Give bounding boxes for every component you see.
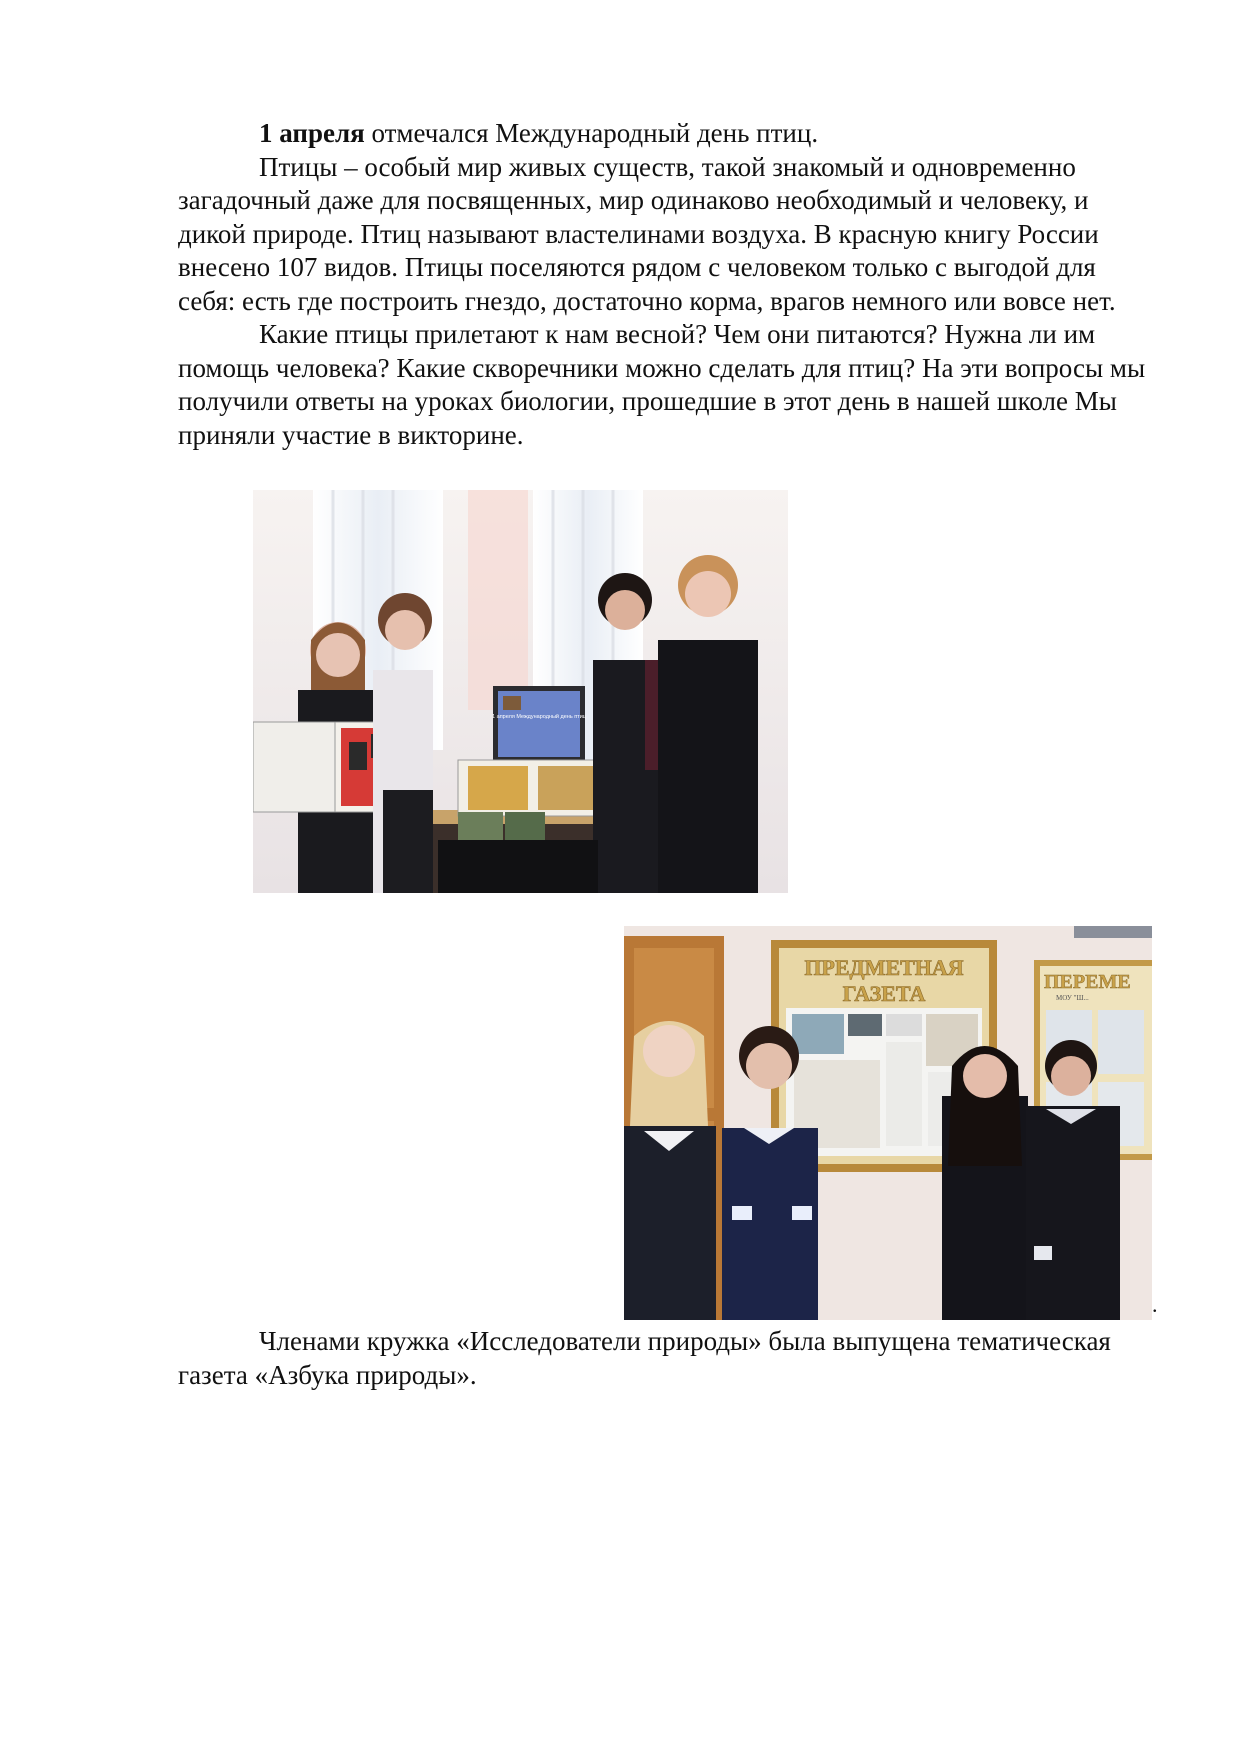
intro-paragraph [178,117,1158,151]
monitor-slide-text: 1 апреля Международный день птиц [492,714,586,720]
intro-text-block [178,117,1158,452]
quiz-photo [253,490,788,893]
quiz-photo-image [253,490,788,893]
club-paragraph: Членами кружка «Исследователи природы» была выпущена тематическая газета «Азбука природы». [178,1326,1111,1390]
board-title-line2: ГАЗЕТА [842,981,926,1006]
questions-paragraph: Какие птицы прилетают к нам весной? Чем они питаются? Нужна ли им помощь человека? Какие скворечники можно сделать для птиц? На эти вопросы мы получили ответы на уроках биологии, прошедшие в этот день в нашей школе Мы приняли участие в викторине. [178,319,1146,450]
club-text-block [178,1325,1158,1392]
side-board-subtitle: МОУ "Ш... [1056,994,1089,1002]
board-title-line1: ПРЕДМЕТНАЯ [804,955,964,980]
newspaper-photo [624,926,1152,1320]
intro-date: 1 апреля [259,118,365,148]
newspaper-photo-image [624,926,1152,1320]
intro-sentence: отмечался Международный день птиц. [364,118,819,148]
trailing-dot: . [1152,1292,1158,1317]
side-board-title: ПЕРЕМЕ [1044,971,1131,993]
birds-paragraph: Птицы – особый мир живых существ, такой знакомый и одновременно загадочный даже для посвященных, мир одинаково необходимый и человеку, и дикой природе. Птиц называют властелинами воздуха. В красную книгу России внесено 107 видов. Птицы поселяются рядом с человеком только с выгодой для себя: есть где построить гнездо, достаточно корма, врагов немного или вовсе нет. [178,151,1116,316]
